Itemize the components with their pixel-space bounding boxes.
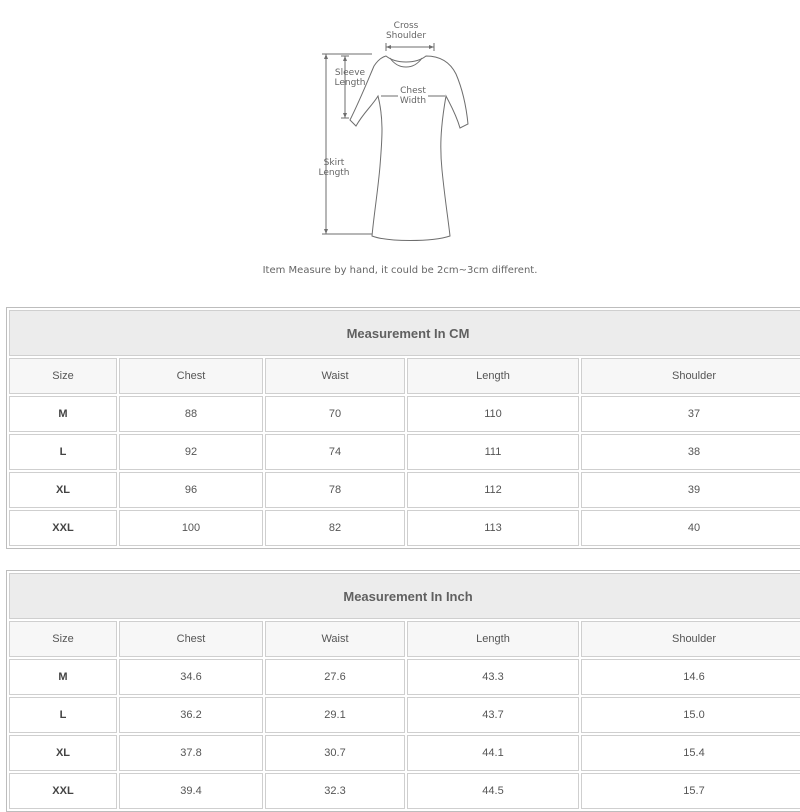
chest-cell: 37.8 xyxy=(119,735,263,771)
measurement-table-inch xyxy=(6,570,800,812)
header-size: Size xyxy=(9,358,117,394)
shoulder-cell: 15.4 xyxy=(581,735,800,771)
shoulder-cell: 15.7 xyxy=(581,773,800,809)
shoulder-cell: 38 xyxy=(581,434,800,470)
waist-cell: 74 xyxy=(265,434,405,470)
size-cell: XXL xyxy=(9,510,117,546)
shoulder-cell: 37 xyxy=(581,396,800,432)
waist-cell: 32.3 xyxy=(265,773,405,809)
size-cell: XL xyxy=(9,472,117,508)
shoulder-cell: 14.6 xyxy=(581,659,800,695)
header-length: Length xyxy=(407,358,579,394)
chest-cell: 34.6 xyxy=(119,659,263,695)
cross-shoulder-label xyxy=(380,21,432,41)
chest-cell: 96 xyxy=(119,472,263,508)
table-row xyxy=(9,697,800,733)
cross-shoulder-label-line1: Cross xyxy=(393,21,419,31)
table-row xyxy=(9,773,800,809)
size-cell: L xyxy=(9,434,117,470)
shoulder-cell: 15.0 xyxy=(581,697,800,733)
table-header-row xyxy=(9,621,800,657)
table-row xyxy=(9,735,800,771)
cross-shoulder-label-line2: Shoulder xyxy=(385,31,427,41)
length-cell: 44.5 xyxy=(407,773,579,809)
header-length: Length xyxy=(407,621,579,657)
chest-width-label xyxy=(393,86,433,106)
chest-cell: 36.2 xyxy=(119,697,263,733)
chest-cell: 39.4 xyxy=(119,773,263,809)
table-row xyxy=(9,434,800,470)
length-cell: 112 xyxy=(407,472,579,508)
shoulder-cell: 40 xyxy=(581,510,800,546)
sleeve-length-label-line2: Length xyxy=(334,78,366,88)
table-row xyxy=(9,396,800,432)
waist-cell: 27.6 xyxy=(265,659,405,695)
skirt-length-label xyxy=(312,158,356,178)
length-cell: 113 xyxy=(407,510,579,546)
table-title: Measurement In CM xyxy=(9,310,800,356)
length-cell: 111 xyxy=(407,434,579,470)
dress-measurement-diagram xyxy=(0,0,800,300)
length-cell: 43.7 xyxy=(407,697,579,733)
table-row xyxy=(9,659,800,695)
chest-width-label-line2: Width xyxy=(399,96,427,106)
sleeve-length-label-line1: Sleeve xyxy=(334,68,366,78)
size-cell: XXL xyxy=(9,773,117,809)
waist-cell: 29.1 xyxy=(265,697,405,733)
length-cell: 43.3 xyxy=(407,659,579,695)
header-waist: Waist xyxy=(265,621,405,657)
waist-cell: 78 xyxy=(265,472,405,508)
size-cell: M xyxy=(9,396,117,432)
sleeve-length-label xyxy=(330,68,370,88)
dress-outline-drawing xyxy=(0,0,800,300)
header-chest: Chest xyxy=(119,358,263,394)
header-waist: Waist xyxy=(265,358,405,394)
length-cell: 110 xyxy=(407,396,579,432)
measurement-note: Item Measure by hand, it could be 2cm~3cm different. xyxy=(262,265,538,276)
size-cell: M xyxy=(9,659,117,695)
chest-width-label-line1: Chest xyxy=(400,86,426,96)
shoulder-cell: 39 xyxy=(581,472,800,508)
chest-cell: 100 xyxy=(119,510,263,546)
chest-cell: 88 xyxy=(119,396,263,432)
table-header-row xyxy=(9,358,800,394)
length-cell: 44.1 xyxy=(407,735,579,771)
header-shoulder: Shoulder xyxy=(581,358,800,394)
waist-cell: 82 xyxy=(265,510,405,546)
header-size: Size xyxy=(9,621,117,657)
table-row xyxy=(9,510,800,546)
table-title: Measurement In Inch xyxy=(9,573,800,619)
measurement-table-cm xyxy=(6,307,800,549)
table-row xyxy=(9,472,800,508)
skirt-length-label-line2: Length xyxy=(318,168,350,178)
size-cell: L xyxy=(9,697,117,733)
size-cell: XL xyxy=(9,735,117,771)
header-shoulder: Shoulder xyxy=(581,621,800,657)
waist-cell: 30.7 xyxy=(265,735,405,771)
skirt-length-label-line1: Skirt xyxy=(323,158,345,168)
header-chest: Chest xyxy=(119,621,263,657)
waist-cell: 70 xyxy=(265,396,405,432)
chest-cell: 92 xyxy=(119,434,263,470)
